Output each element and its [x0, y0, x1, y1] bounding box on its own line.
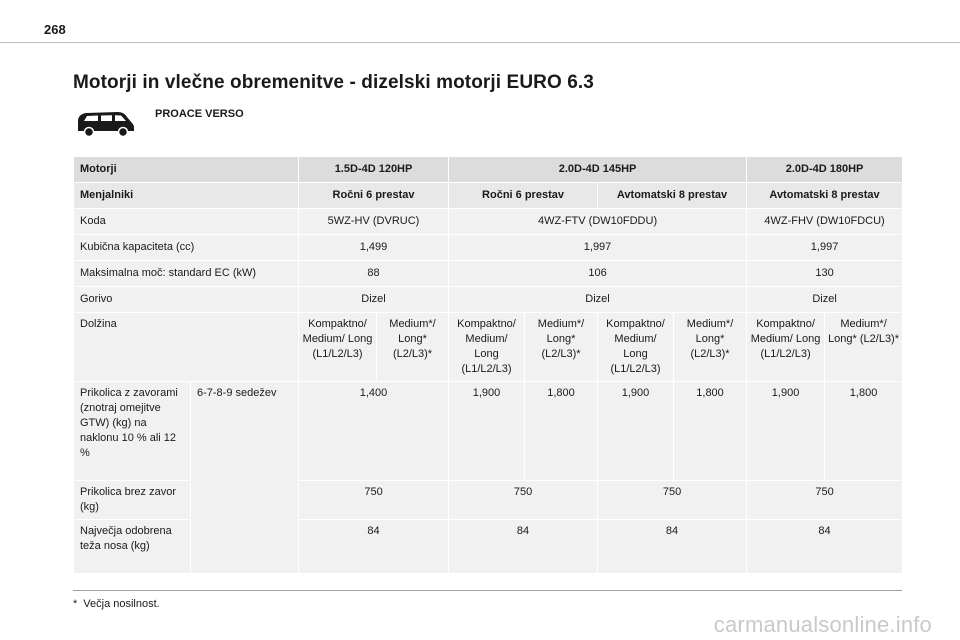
length-cell: Medium*/ Long* (L2/L3)*: [674, 313, 747, 382]
seats-label: 6-7-8-9 sedežev: [191, 382, 299, 574]
length-cell: Medium*/ Long* (L2/L3)*: [825, 313, 903, 382]
length-cell: Kompaktno/ Medium/ Long (L1/L2/L3): [299, 313, 377, 382]
engines-row: [74, 157, 903, 183]
watermark: carmanualsonline.info: [713, 612, 932, 637]
van-icon: [74, 108, 136, 138]
page-title: Motorji in vlečne obremenitve - dizelski motorji EURO 6.3: [73, 72, 594, 93]
braked-cell: 1,900: [598, 382, 674, 481]
code-label: Koda: [74, 209, 299, 235]
braked-cell: 1,900: [449, 382, 525, 481]
length-cell: Kompaktno/ Medium/ Long (L1/L2/L3): [747, 313, 825, 382]
length-cell: Medium*/ Long* (L2/L3)*: [525, 313, 598, 382]
braked-cell: 1,900: [747, 382, 825, 481]
power-label: Maksimalna moč: standard EC (kW): [74, 261, 299, 287]
braked-cell: 1,800: [674, 382, 747, 481]
braked-cell: 1,400: [299, 382, 449, 481]
length-cell: Medium*/ Long* (L2/L3)*: [377, 313, 449, 382]
nose-weight-cell: 84: [449, 520, 598, 574]
capacity-cell: 1,499: [299, 235, 449, 261]
braked-cell: 1,800: [525, 382, 598, 481]
gearbox-row: [74, 183, 903, 209]
fuel-cell: Dizel: [299, 287, 449, 313]
footnote: [73, 598, 160, 610]
fuel-cell: Dizel: [747, 287, 903, 313]
engine-cell: 2.0D-4D 145HP: [449, 157, 747, 183]
capacity-label: Kubična kapaciteta (cc): [74, 235, 299, 261]
nose-weight-cell: 84: [747, 520, 903, 574]
unbraked-cell: 750: [299, 481, 449, 520]
fuel-label: Gorivo: [74, 287, 299, 313]
footnote-text: Večja nosilnost.: [83, 598, 160, 610]
length-cell: Kompaktno/ Medium/ Long (L1/L2/L3): [449, 313, 525, 382]
power-row: [74, 261, 903, 287]
gearbox-cell: Avtomatski 8 prestav: [747, 183, 903, 209]
unbraked-cell: 750: [598, 481, 747, 520]
braked-trailer-label: Prikolica z zavorami (znotraj omejitve GTW) (kg) na naklonu 10 % ali 12 %: [74, 382, 191, 481]
unbraked-trailer-label: Prikolica brez zavor (kg): [74, 481, 191, 520]
nose-weight-label: Največja odobrena teža nosa (kg): [74, 520, 191, 574]
fuel-row: [74, 287, 903, 313]
capacity-cell: 1,997: [449, 235, 747, 261]
unbraked-cell: 750: [747, 481, 903, 520]
length-label: Dolžina: [74, 313, 299, 382]
power-cell: 88: [299, 261, 449, 287]
engine-cell: 2.0D-4D 180HP: [747, 157, 903, 183]
power-cell: 130: [747, 261, 903, 287]
nose-weight-cell: 84: [598, 520, 747, 574]
gearbox-cell: Avtomatski 8 prestav: [598, 183, 747, 209]
engine-cell: 1.5D-4D 120HP: [299, 157, 449, 183]
capacity-row: [74, 235, 903, 261]
engines-label: Motorji: [74, 157, 299, 183]
top-divider: [0, 42, 960, 43]
gearbox-cell: Ročni 6 prestav: [299, 183, 449, 209]
gearbox-label: Menjalniki: [74, 183, 299, 209]
power-cell: 106: [449, 261, 747, 287]
braked-cell: 1,800: [825, 382, 903, 481]
length-cell: Kompaktno/ Medium/ Long (L1/L2/L3): [598, 313, 674, 382]
code-cell: 4WZ-FHV (DW10FDCU): [747, 209, 903, 235]
capacity-cell: 1,997: [747, 235, 903, 261]
nose-weight-cell: 84: [299, 520, 449, 574]
model-name: PROACE VERSO: [155, 108, 244, 120]
code-row: [74, 209, 903, 235]
footnote-mark: *: [73, 598, 78, 610]
gearbox-cell: Ročni 6 prestav: [449, 183, 598, 209]
code-cell: 4WZ-FTV (DW10FDDU): [449, 209, 747, 235]
code-cell: 5WZ-HV (DVRUC): [299, 209, 449, 235]
braked-trailer-row: [74, 382, 903, 481]
length-row: [74, 313, 903, 382]
spec-table: [73, 156, 903, 574]
footnote-divider: [73, 590, 902, 591]
page-number: 268: [44, 22, 66, 37]
fuel-cell: Dizel: [449, 287, 747, 313]
unbraked-cell: 750: [449, 481, 598, 520]
